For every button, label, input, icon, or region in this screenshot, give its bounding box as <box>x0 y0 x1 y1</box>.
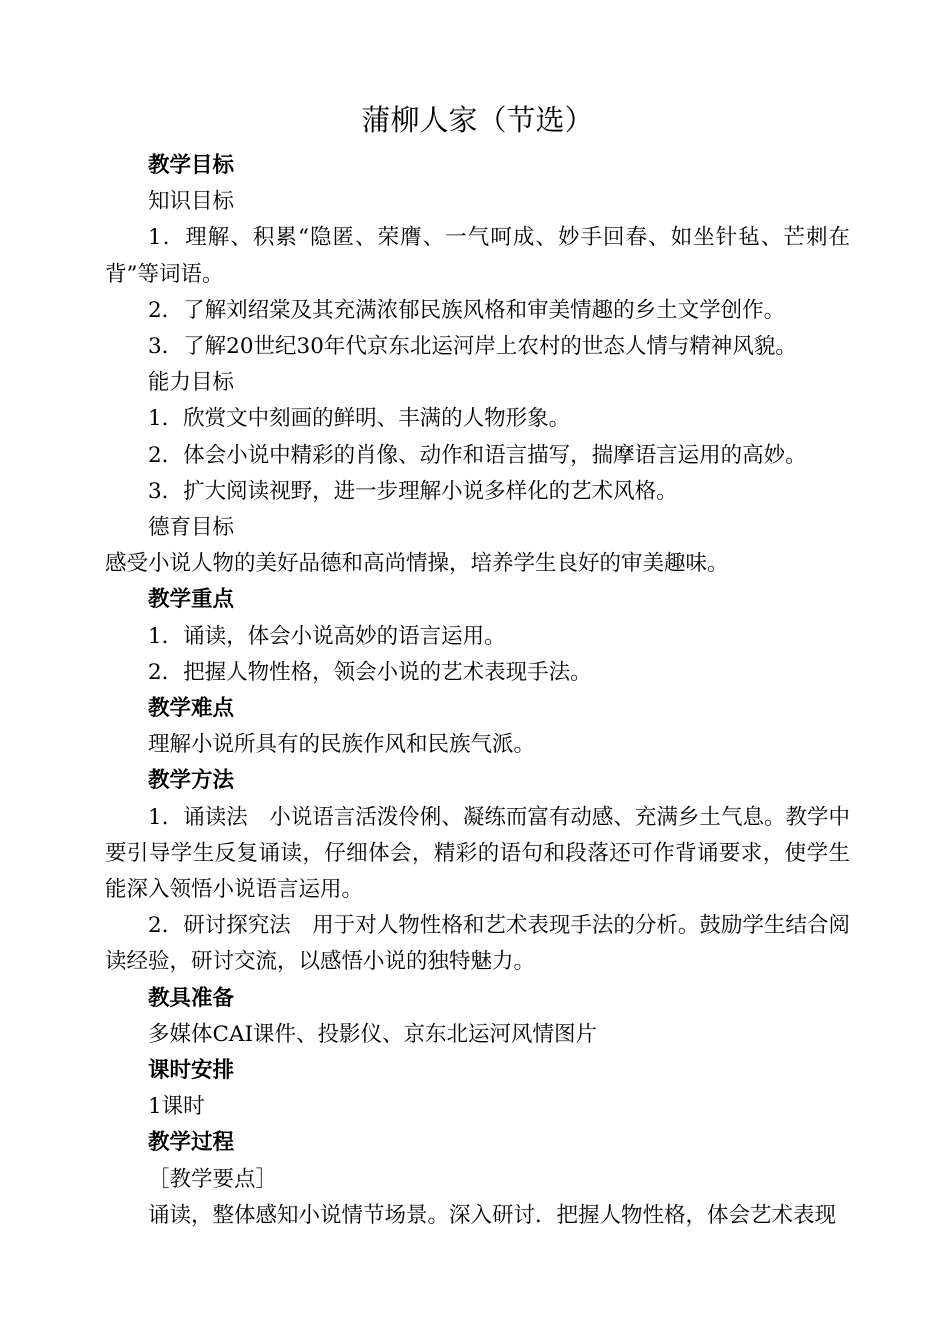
knowledge-item-1: 1．理解、积累“隐匿、荣膺、一气呵成、妙手回春、如坐针毡、芒刺在背”等词语。 <box>105 225 850 287</box>
knowledge-item-2: 2．了解刘绍棠及其充满浓郁民族风格和审美情趣的乡土文学创作。 <box>148 297 786 323</box>
subheading-knowledge-objectives: 知识目标 <box>148 189 235 215</box>
document-body <box>105 98 850 1234</box>
tools-text: 多媒体CAI课件、投影仪、京东北运河风情图片 <box>148 1021 597 1047</box>
heading-class-schedule: 课时安排 <box>148 1058 235 1084</box>
heading-difficulties: 教学难点 <box>148 696 235 722</box>
difficulty-text: 理解小说所具有的民族作风和民族气派。 <box>148 732 536 758</box>
document-title: 蒲柳人家（节选） <box>361 103 594 137</box>
ability-item-1: 1．欣赏文中刻画的鲜明、丰满的人物形象。 <box>148 406 571 432</box>
method-item-1: 1．诵读法 小说语言活泼伶俐、凝练而富有动感、充满乡土气息。教学中要引导学生反复诵读，仔细体会，精彩的语句和段落还可作背诵要求，使学生能深入领悟小说语言运用。 <box>105 804 850 903</box>
method-item-2: 2．研讨探究法 用于对人物性格和艺术表现手法的分析。鼓励学生结合阅读经验，研讨交流，以感悟小说的独特魅力。 <box>105 913 850 975</box>
key-point-1: 1．诵读，体会小说高妙的语言运用。 <box>148 623 506 649</box>
heading-teaching-tools: 教具准备 <box>148 985 235 1011</box>
knowledge-item-3: 3．了解20世纪30年代京东北运河岸上农村的世态人情与精神风貌。 <box>148 334 797 360</box>
ability-item-3: 3．扩大阅读视野，进一步理解小说多样化的艺术风格。 <box>148 478 678 504</box>
heading-teaching-objectives: 教学目标 <box>148 153 235 178</box>
key-point-2: 2．把握人物性格，领会小说的艺术表现手法。 <box>148 659 592 685</box>
process-points-label: ［教学要点］ <box>148 1166 278 1192</box>
heading-key-points: 教学重点 <box>148 587 235 613</box>
subheading-ability-objectives: 能力目标 <box>148 370 235 396</box>
schedule-text: 1课时 <box>148 1094 205 1120</box>
process-points-text: 诵读，整体感知小说情节场景。深入研讨．把握人物性格，体会艺术表现 <box>148 1202 837 1228</box>
heading-teaching-process: 教学过程 <box>148 1130 235 1156</box>
moral-objective-text: 感受小说人物的美好品德和高尚情操，培养学生良好的审美趣味。 <box>105 551 729 577</box>
subheading-moral-objectives: 德育目标 <box>148 515 235 541</box>
heading-teaching-methods: 教学方法 <box>148 768 235 794</box>
ability-item-2: 2．体会小说中精彩的肖像、动作和语言描写，揣摩语言运用的高妙。 <box>148 442 807 468</box>
